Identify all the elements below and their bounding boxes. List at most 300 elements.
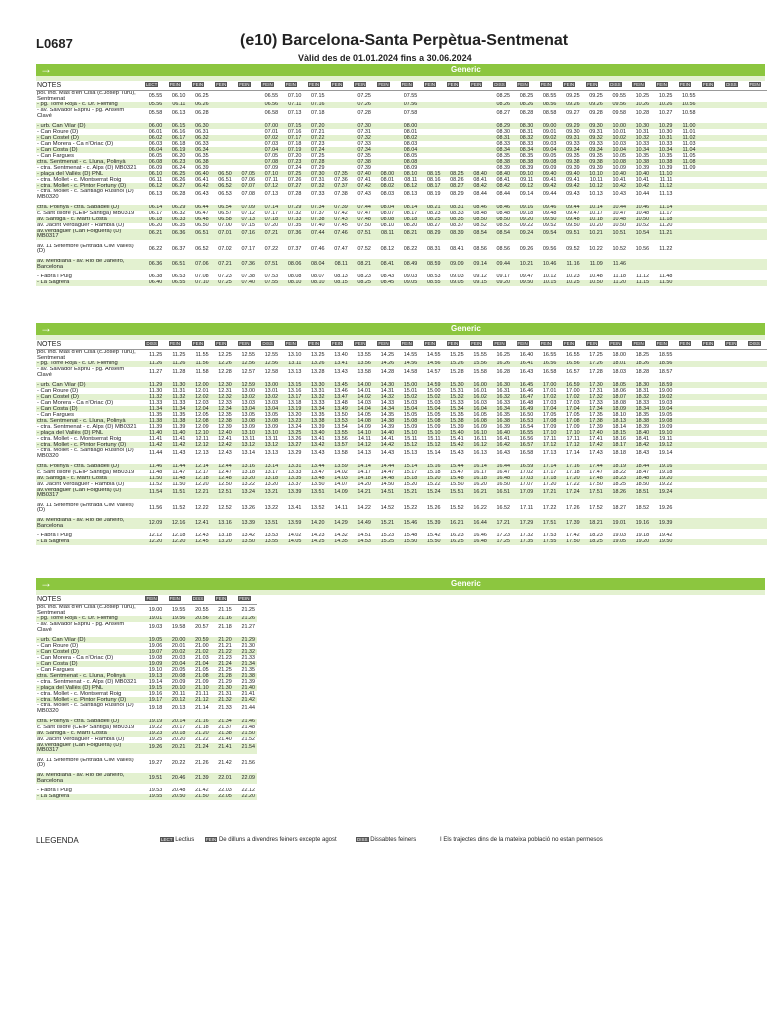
time-cell: 14.09 (357, 424, 371, 430)
time-cell: 07.01 (211, 229, 234, 240)
time-cell: 13.00 (257, 382, 280, 388)
time-cell: 21.24 (187, 743, 210, 754)
time-cell: 16.12 (466, 442, 489, 448)
time-cell (698, 229, 721, 240)
time-cell (744, 259, 767, 270)
time-cell: 07.28 (357, 110, 371, 117)
time-cell: 13.56 (350, 361, 373, 367)
time-cell: 08.40 (466, 171, 489, 177)
time-cell: 21.12 (187, 697, 210, 703)
time-cell: 19.25 (148, 736, 163, 742)
time-cell: 07.42 (350, 183, 373, 189)
station-name: - La Sagrera (36, 280, 141, 286)
station-name: av. 11 Setembre (Entrada CIM Vallès) (D) (37, 243, 134, 255)
time-cell: 17.14 (535, 464, 558, 470)
legend-item-note (440, 837, 603, 843)
time-cell: 15.12 (396, 442, 419, 448)
time-cell: 09.39 (566, 165, 580, 171)
time-cell: 06.58 (211, 217, 234, 223)
note-cell (535, 81, 558, 91)
legend-text-note: Els trajectes dins de la mateixa població no estan permesos (443, 837, 603, 843)
time-cell: 07.18 (257, 217, 280, 223)
note-cell (651, 81, 674, 91)
time-cell: 08.37 (450, 222, 464, 228)
time-cell: 12.30 (211, 382, 234, 388)
time-cell: 08.46 (466, 205, 489, 211)
station-name: av. Jacint Verdaguer - Rambla (D) (37, 222, 125, 228)
note-tag: FEIN (679, 341, 691, 347)
time-cell: 10.03 (612, 141, 626, 147)
time-cell: 19.14 (658, 450, 673, 457)
time-cell: 10.41 (635, 177, 650, 183)
time-cell: 06.27 (164, 183, 187, 189)
time-cell: 11.54 (141, 488, 164, 499)
time-cell: 07.25 (211, 280, 234, 286)
time-cell: 13.09 (264, 424, 279, 430)
time-cell: 08.08 (373, 217, 396, 223)
time-cell: 10.28 (635, 110, 650, 117)
time-cell: 18.03 (612, 369, 626, 376)
time-cell: 10.44 (635, 191, 650, 198)
time-cell: 13.27 (280, 442, 303, 448)
time-cell: 09.18 (519, 210, 534, 216)
time-cell (744, 448, 767, 459)
time-cell (419, 108, 442, 119)
time-cell: 11.46 (605, 259, 628, 270)
time-cell: 09.09 (542, 165, 557, 171)
time-cell: 14.55 (403, 351, 418, 358)
time-cell (698, 244, 721, 255)
time-cell: 07.24 (287, 165, 302, 171)
station-name: - Can Fargues (37, 153, 75, 159)
time-cell: 15.02 (396, 394, 419, 400)
time-cell: 21.38 (234, 673, 257, 679)
time-cell (698, 189, 721, 200)
time-cell: 10.48 (605, 217, 628, 223)
time-cell: 15.11 (427, 436, 441, 442)
time-cell (721, 189, 744, 200)
time-cell: 10.32 (628, 135, 651, 141)
note-cell (280, 340, 303, 350)
service-type-label: Generic (451, 324, 481, 333)
time-cell: 16.25 (496, 351, 511, 358)
time-cell: 16.03 (473, 400, 487, 406)
time-cell: 06.20 (171, 153, 186, 159)
time-cell: 13.20 (211, 539, 234, 545)
time-cell: 14.55 (426, 351, 441, 358)
time-cell: 17.04 (535, 406, 558, 412)
time-cell: 09.44 (542, 191, 557, 198)
time-cell: 08.22 (403, 245, 418, 252)
time-cell: 10.43 (612, 191, 626, 198)
time-cell: 13.59 (280, 518, 303, 529)
time-cell: 15.09 (403, 424, 418, 430)
time-cell: 07.16 (287, 129, 302, 135)
time-cell: 12.13 (195, 450, 209, 457)
time-cell: 17.17 (542, 469, 557, 475)
station-name: - ctra. Mollet - c. Santiago Rusiñol (D) MB0320 (37, 189, 134, 200)
time-cell: 07.02 (257, 135, 280, 141)
time-cell: 16.56 (519, 436, 534, 442)
time-cell: 08.34 (512, 147, 535, 153)
time-cell: 16.58 (542, 369, 557, 376)
time-cell: 11.13 (659, 191, 673, 198)
time-cell: 16.31 (496, 388, 511, 394)
time-cell: 09.58 (612, 110, 626, 117)
time-cell: 13.11 (280, 361, 303, 367)
time-cell: 10.52 (635, 222, 650, 228)
time-cell: 12.18 (187, 476, 210, 482)
time-cell (674, 488, 697, 499)
time-cell (466, 108, 489, 119)
time-cell: 14.44 (373, 464, 396, 470)
time-cell: 08.55 (419, 280, 442, 286)
note-tag: FEIN (447, 341, 459, 347)
time-cell: 10.04 (605, 147, 628, 153)
time-cell: 14.29 (327, 518, 350, 529)
time-cell: 10.30 (628, 123, 651, 129)
station-name: - plaça del Vallès (D) PNL (36, 430, 141, 436)
time-cell: 16.41 (512, 361, 535, 367)
time-cell: 17.55 (535, 539, 558, 545)
time-cell: 08.52 (473, 222, 487, 228)
time-cell: 21.28 (211, 673, 234, 679)
time-cell: 18.27 (612, 504, 626, 511)
table-row (36, 703, 257, 714)
direction-bar (36, 64, 765, 76)
time-cell: 11.40 (164, 430, 187, 436)
table-row (36, 539, 767, 545)
time-cell: 11.30 (164, 382, 187, 388)
time-cell: 14.03 (327, 476, 350, 482)
note-cell (234, 595, 257, 605)
station-name: - Can Costa (D) (36, 147, 141, 153)
note-tag: DISS (749, 341, 760, 347)
note-tag: FEIN (332, 82, 343, 88)
table-row (36, 367, 767, 378)
time-cell: 10.56 (635, 245, 650, 252)
station-name: ctra. Sentmenat - c. Lluna, Polinyà (36, 418, 141, 424)
time-cell: 11.51 (164, 488, 187, 499)
time-cell: 06.51 (164, 259, 187, 270)
legend-text-fein: De dilluns a divendres feiners excepte agost (218, 837, 337, 843)
time-cell (211, 108, 234, 119)
time-cell: 11.35 (149, 412, 163, 418)
time-cell: 10.30 (658, 129, 673, 135)
time-cell: 20.20 (171, 736, 186, 742)
time-cell: 19.19 (141, 719, 164, 725)
time-cell: 17.07 (519, 481, 534, 487)
time-cell: 17.10 (558, 430, 581, 436)
time-cell: 17.42 (566, 533, 580, 539)
time-cell: 17.12 (535, 442, 558, 448)
time-cell: 16.02 (466, 394, 489, 400)
time-cell: 07.38 (350, 159, 373, 165)
station-name: pol. ind. Mas d'en Cisa (c.Josep Turu), Sentmenat (37, 604, 136, 616)
note-cell (744, 340, 767, 350)
time-cell: 07.08 (257, 159, 280, 165)
time-cell: 15.34 (442, 406, 465, 412)
time-cell: 09.29 (558, 123, 581, 129)
note-tag: FEIN (239, 596, 250, 602)
time-cell: 17.25 (489, 539, 512, 545)
time-cell: 06.18 (141, 217, 164, 223)
time-cell: 07.52 (357, 245, 371, 252)
time-cell: 07.46 (311, 245, 325, 252)
time-cell: 19.26 (141, 743, 164, 754)
time-cell: 18.14 (612, 424, 626, 430)
station-name: c. Sant Isidre (CEIP Santiga) MB0319 (37, 210, 135, 216)
note-tag: FEIN (192, 341, 204, 347)
time-cell: 07.15 (280, 123, 303, 129)
time-cell (721, 244, 744, 255)
time-cell (674, 244, 697, 255)
time-cell: 14.40 (373, 430, 396, 436)
time-cell: 07.06 (187, 259, 210, 270)
station-name: - ctra. Sentmenat - c. Alps (D) MB0321 (37, 165, 137, 171)
time-cell: 07.13 (264, 191, 279, 198)
note-cell (535, 340, 558, 350)
time-cell: 17.32 (582, 394, 605, 400)
time-cell: 10.05 (612, 153, 626, 159)
time-cell: 07.19 (280, 147, 303, 153)
time-cell: 06.28 (195, 110, 209, 117)
station-name: - Can Costel (D) (36, 135, 141, 141)
time-cell: 09.51 (558, 229, 581, 240)
time-cell: 13.09 (241, 424, 255, 430)
time-cell: 12.20 (164, 539, 187, 545)
time-cell: 17.02 (558, 394, 581, 400)
notes-header: NOTES (36, 340, 141, 350)
time-cell: 08.16 (426, 177, 441, 183)
time-cell: 15.39 (450, 424, 464, 430)
time-cell: 11.52 (172, 504, 186, 511)
time-cell: 14.20 (357, 481, 371, 487)
time-cell: 07.05 (234, 171, 257, 177)
time-cell: 10.44 (605, 205, 628, 211)
time-cell: 15.30 (442, 382, 465, 388)
time-cell: 13.19 (280, 406, 303, 412)
time-cell: 16.55 (512, 430, 535, 436)
time-cell: 10.25 (558, 280, 581, 286)
time-cell: 13.08 (257, 418, 280, 424)
time-cell: 15.50 (396, 539, 419, 545)
time-cell: 07.20 (303, 123, 326, 129)
time-cell: 09.47 (566, 210, 580, 216)
time-cell: 18.17 (605, 442, 628, 448)
time-cell: 07.28 (303, 159, 326, 165)
time-cell: 14.02 (350, 394, 373, 400)
time-cell: 07.47 (334, 245, 348, 252)
time-cell: 16.32 (489, 394, 512, 400)
time-cell: 15.50 (419, 539, 442, 545)
time-cell: 17.50 (558, 539, 581, 545)
time-cell: 11.48 (659, 274, 673, 280)
note-cell (373, 81, 396, 91)
time-cell: 16.57 (566, 369, 580, 376)
time-cell: 13.18 (241, 469, 255, 475)
time-cell: 14.25 (303, 539, 326, 545)
table-row (36, 189, 767, 200)
time-cell: 07.12 (241, 210, 255, 216)
time-cell: 12.55 (241, 351, 255, 358)
time-cell: 11.38 (141, 418, 164, 424)
time-cell: 21.09 (195, 679, 209, 685)
time-cell: 09.31 (589, 129, 603, 135)
time-cell: 18.23 (605, 476, 628, 482)
time-cell: 09.22 (519, 222, 534, 228)
time-cell: 08.07 (311, 274, 325, 280)
time-cell: 19.51 (141, 773, 164, 784)
time-cell: 10.48 (635, 210, 650, 216)
time-cell: 10.50 (628, 217, 651, 223)
time-cell: 19.14 (148, 679, 163, 685)
time-cell: 07.05 (264, 153, 279, 159)
time-cell: 15.23 (380, 533, 395, 539)
time-cell: 17.52 (589, 504, 603, 511)
time-cell: 11.20 (659, 222, 673, 228)
table-row (36, 91, 767, 103)
time-cell: 18.13 (605, 418, 628, 424)
time-cell: 15.08 (419, 418, 442, 424)
notes-header: NOTES (36, 595, 141, 605)
time-cell: 06.58 (264, 110, 279, 117)
time-cell: 07.25 (311, 153, 325, 159)
time-cell: 21.54 (234, 743, 257, 754)
time-cell: 11.34 (164, 406, 187, 412)
note-tag: LECT (145, 82, 158, 88)
time-cell: 07.42 (334, 210, 348, 216)
time-cell: 07.00 (257, 123, 280, 129)
table-row (36, 605, 257, 617)
station-name: ctra. Sentmenat - c. Lluna, Polinyà (36, 673, 141, 679)
station-name: - ctra. Mollet - c. Santiago Rusiñol (D) MB0320 (37, 703, 134, 714)
time-cell: 17.51 (582, 488, 605, 499)
station-name: - pg. Torre Roja - c. Dr. Fleming (36, 102, 141, 108)
time-cell: 16.26 (489, 361, 512, 367)
time-cell: 16.35 (496, 412, 511, 418)
time-cell: 13.43 (334, 369, 348, 376)
time-cell: 10.13 (589, 191, 603, 198)
time-cell: 13.33 (311, 400, 325, 406)
time-cell: 09.40 (535, 171, 558, 177)
time-cell: 08.11 (404, 177, 418, 183)
time-cell: 07.14 (257, 205, 280, 211)
time-cell: 15.04 (396, 406, 419, 412)
time-cell: 09.24 (512, 229, 535, 240)
time-cell: 12.32 (211, 394, 234, 400)
time-cell: 15.00 (426, 388, 441, 394)
time-cell: 16.44 (489, 464, 512, 470)
time-cell: 08.08 (287, 274, 302, 280)
station-name: - Can Roure (D) (37, 388, 79, 394)
time-cell: 17.50 (589, 481, 603, 487)
time-cell (721, 488, 744, 499)
time-cell: 20.22 (171, 759, 186, 766)
station-name: - Can Costa (D) (36, 661, 141, 667)
time-cell: 06.22 (148, 245, 163, 252)
time-cell: 11.17 (659, 210, 673, 216)
time-cell: 08.54 (466, 229, 489, 240)
time-cell: 17.20 (542, 481, 557, 487)
time-cell: 11.56 (149, 504, 163, 511)
time-cell: 07.06 (241, 177, 255, 183)
note-tag: FEIN (517, 341, 528, 347)
time-cell: 08.18 (396, 217, 419, 223)
note-cell (582, 81, 605, 91)
time-cell: 17.16 (558, 464, 581, 470)
station-name: ctra. Polinyà - ctra. Sabadell (D) (36, 719, 141, 725)
time-cell: 13.18 (257, 476, 280, 482)
time-cell: 19.01 (605, 518, 628, 529)
time-cell: 12.00 (187, 382, 210, 388)
time-cell: 17.33 (589, 400, 603, 406)
time-cell: 08.27 (442, 183, 465, 189)
time-cell: 13.16 (287, 388, 302, 394)
time-cell: 13.20 (264, 481, 279, 487)
note-tag: FEIN (703, 341, 714, 347)
time-cell: 16.51 (489, 488, 512, 499)
time-cell: 06.31 (195, 129, 209, 135)
time-cell: 17.25 (589, 351, 603, 358)
table-row (36, 622, 257, 633)
time-cell: 08.31 (519, 129, 534, 135)
time-cell: 21.32 (211, 697, 234, 703)
station-name: - ctra. Sentmenat - c. Alps (D) MB0321 (37, 424, 137, 430)
time-cell: 13.16 (211, 518, 234, 529)
time-cell: 17.20 (558, 476, 581, 482)
time-cell: 10.25 (658, 92, 673, 99)
time-cell: 19.27 (148, 759, 163, 766)
time-cell: 18.05 (605, 382, 628, 388)
time-cell: 10.41 (612, 177, 626, 183)
time-cell (721, 539, 744, 545)
time-cell: 13.12 (257, 442, 280, 448)
time-cell: 08.40 (489, 171, 512, 177)
time-cell (674, 448, 697, 459)
time-cell: 11.42 (164, 442, 187, 448)
time-cell: 15.14 (396, 464, 419, 470)
time-cell: 10.51 (605, 229, 628, 240)
time-cell: 17.18 (566, 469, 580, 475)
time-cell: 06.37 (171, 245, 186, 252)
time-cell: 07.55 (257, 280, 280, 286)
time-cell: 15.21 (373, 518, 396, 529)
time-cell: 08.42 (466, 183, 489, 189)
legend-text-diss: Dissabtes feiners (370, 837, 417, 843)
time-cell: 19.18 (635, 533, 650, 539)
time-cell: 09.38 (558, 159, 581, 165)
time-cell: 18.39 (635, 424, 650, 430)
time-cell: 07.21 (211, 259, 234, 270)
time-cell (744, 367, 767, 378)
time-cell: 06.32 (187, 135, 210, 141)
time-cell: 07.33 (280, 217, 303, 223)
time-cell: 20.03 (171, 655, 186, 661)
note-cell (698, 340, 721, 350)
time-cell: 08.41 (473, 177, 487, 183)
time-cell: 09.04 (535, 147, 558, 153)
time-cell: 18.26 (628, 361, 651, 367)
time-cell: 11.44 (149, 450, 163, 457)
time-cell: 06.42 (187, 183, 210, 189)
note-cell (187, 81, 210, 91)
time-cell: 07.35 (357, 153, 371, 159)
time-cell: 11.52 (149, 481, 163, 487)
time-cell: 15.42 (442, 442, 465, 448)
time-cell: 16.40 (489, 430, 512, 436)
time-cell: 11.34 (141, 406, 164, 412)
